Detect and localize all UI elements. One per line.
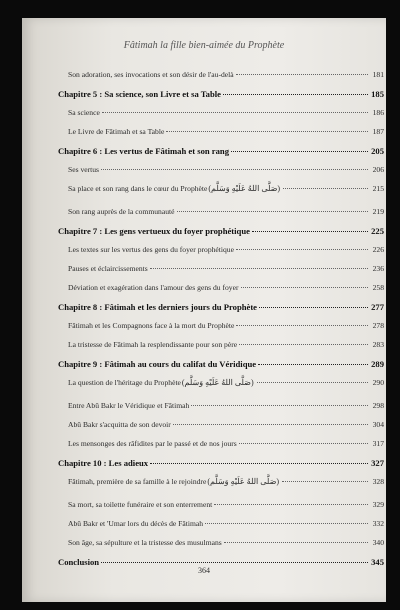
toc-entry-title: Chapitre 6 : Les vertus de Fâtimah et son rang — [58, 146, 229, 156]
toc-entry-page-number: 289 — [371, 359, 384, 369]
toc-chapter-entry — [58, 302, 384, 321]
dot-leader — [150, 463, 368, 464]
toc-entry-title: Ses vertus — [68, 165, 100, 174]
toc-entry-page-number: 277 — [371, 302, 384, 312]
page-number: 364 — [198, 566, 210, 575]
toc-entry-title: La question de l'héritage du Prophète — [68, 378, 181, 387]
dot-leader — [177, 211, 369, 212]
toc-section-entry — [58, 538, 384, 557]
toc-section-entry — [58, 519, 384, 538]
toc-entry-title: Abû Bakr et 'Umar lors du décès de Fâtimah — [68, 519, 204, 528]
toc-entry-page-number: 185 — [371, 89, 384, 99]
toc-section-entry — [58, 70, 384, 89]
dot-leader — [205, 523, 368, 524]
dot-leader — [101, 562, 368, 563]
dot-leader — [102, 112, 368, 113]
dot-leader — [259, 307, 368, 308]
dot-leader — [258, 364, 368, 365]
toc-section-entry — [58, 477, 384, 500]
toc-entry-page-number: 258 — [372, 283, 384, 292]
toc-entry-page-number: 290 — [372, 378, 384, 387]
toc-entry-page-number: 187 — [372, 127, 384, 136]
dot-leader — [173, 424, 368, 425]
toc-entry-title: Chapitre 9 : Fâtimah au cours du califat du Véridique — [58, 359, 257, 369]
dot-leader — [224, 542, 368, 543]
toc-section-entry — [58, 420, 384, 439]
book-page — [22, 18, 386, 602]
toc-section-entry — [58, 264, 384, 283]
toc-section-entry — [58, 500, 384, 519]
toc-entry-page-number: 298 — [372, 401, 384, 410]
toc-entry-title: Entre Abû Bakr le Véridique et Fâtimah — [68, 401, 190, 410]
dot-leader — [236, 249, 368, 250]
toc-entry-title: Fâtimah, première de sa famille à le rejoindre — [68, 477, 207, 486]
dot-leader — [101, 169, 368, 170]
toc-section-entry — [58, 340, 384, 359]
dot-leader — [166, 131, 368, 132]
toc-chapter-entry — [58, 146, 384, 165]
toc-entry-title: Son adoration, ses invocations et son désir de l'au-delà — [68, 70, 234, 79]
table-of-contents — [58, 70, 384, 576]
toc-entry-title: Fâtimah et les Compagnons face à la mort du Prophète — [68, 321, 235, 330]
dot-leader — [239, 344, 368, 345]
toc-section-entry — [58, 184, 384, 207]
toc-section-entry — [58, 207, 384, 226]
toc-entry-title: Le Livre de Fâtimah et sa Table — [68, 127, 165, 136]
toc-chapter-entry — [58, 458, 384, 477]
toc-entry-title: Chapitre 8 : Fâtimah et les derniers jours du Prophète — [58, 302, 257, 312]
toc-section-entry — [58, 127, 384, 146]
toc-entry-page-number: 186 — [372, 108, 384, 117]
toc-section-entry — [58, 321, 384, 340]
toc-entry-page-number: 332 — [372, 519, 384, 528]
toc-entry-page-number: 236 — [372, 264, 384, 273]
toc-entry-page-number: 304 — [372, 420, 384, 429]
toc-entry-title: Les mensonges des râfidites par le passé et de nos jours — [68, 439, 237, 448]
toc-entry-page-number: 345 — [371, 557, 384, 567]
toc-chapter-entry — [58, 359, 384, 378]
toc-chapter-entry — [58, 226, 384, 245]
toc-entry-page-number: 340 — [372, 538, 384, 547]
dot-leader — [239, 443, 368, 444]
toc-section-entry — [58, 165, 384, 184]
toc-section-entry — [58, 245, 384, 264]
dot-leader — [236, 74, 368, 75]
toc-entry-page-number: 215 — [372, 184, 384, 193]
toc-entry-page-number: 317 — [372, 439, 384, 448]
dot-leader — [236, 325, 368, 326]
toc-entry-page-number: 225 — [371, 226, 384, 236]
toc-entry-arabic-eulogy: (صَلَّى اللهُ عَلَيْهِ وَسَلَّم) — [207, 477, 280, 486]
toc-section-entry — [58, 378, 384, 401]
toc-section-entry — [58, 108, 384, 127]
toc-section-entry — [58, 439, 384, 458]
toc-entry-title: Son âge, sa sépulture et la tristesse des musulmans — [68, 538, 222, 547]
toc-entry-title: Pauses et éclaircissements — [68, 264, 148, 273]
toc-entry-title: Chapitre 7 : Les gens vertueux du foyer prophétique — [58, 226, 250, 236]
toc-entry-title: Conclusion — [58, 557, 100, 567]
toc-entry-title: Déviation et exagération dans l'amour des gens du foyer — [68, 283, 239, 292]
toc-section-entry — [58, 401, 384, 420]
dot-leader — [283, 188, 368, 189]
dot-leader — [241, 287, 369, 288]
toc-entry-title: Sa mort, sa toilette funéraire et son enterrement — [68, 500, 213, 509]
toc-entry-page-number: 283 — [372, 340, 384, 349]
toc-entry-page-number: 327 — [371, 458, 384, 468]
toc-entry-title: Son rang auprès de la communauté — [68, 207, 175, 216]
toc-section-entry — [58, 283, 384, 302]
toc-entry-page-number: 219 — [372, 207, 384, 216]
toc-entry-page-number: 206 — [372, 165, 384, 174]
toc-chapter-entry — [58, 89, 384, 108]
toc-entry-page-number: 329 — [372, 500, 384, 509]
toc-entry-title: Les textes sur les vertus des gens du foyer prophétique — [68, 245, 234, 254]
dot-leader — [223, 94, 368, 95]
toc-entry-title: Abû Bakr s'acquitta de son devoir — [68, 420, 171, 429]
toc-entry-page-number: 205 — [371, 146, 384, 156]
dot-leader — [214, 504, 368, 505]
dot-leader — [231, 151, 368, 152]
toc-entry-page-number: 278 — [372, 321, 384, 330]
dot-leader — [191, 405, 368, 406]
toc-entry-page-number: 328 — [372, 477, 384, 486]
toc-entry-title: La tristesse de Fâtimah la resplendissante pour son père — [68, 340, 238, 349]
toc-entry-title: Chapitre 10 : Les adieux — [58, 458, 149, 468]
toc-entry-arabic-eulogy: (صَلَّى اللهُ عَلَيْهِ وَسَلَّم) — [208, 184, 281, 193]
dot-leader — [252, 231, 368, 232]
dot-leader — [150, 268, 368, 269]
toc-entry-title: Sa place et son rang dans le cœur du Prophète — [68, 184, 208, 193]
toc-entry-arabic-eulogy: (صَلَّى اللهُ عَلَيْهِ وَسَلَّم) — [181, 378, 254, 387]
dot-leader — [282, 481, 368, 482]
toc-entry-page-number: 181 — [372, 70, 384, 79]
dot-leader — [257, 382, 368, 383]
running-head: Fâtimah la fille bien-aimée du Prophète — [123, 40, 285, 51]
toc-entry-title: Sa science — [68, 108, 100, 117]
toc-entry-page-number: 226 — [372, 245, 384, 254]
toc-entry-title: Chapitre 5 : Sa science, son Livre et sa Table — [58, 89, 221, 99]
